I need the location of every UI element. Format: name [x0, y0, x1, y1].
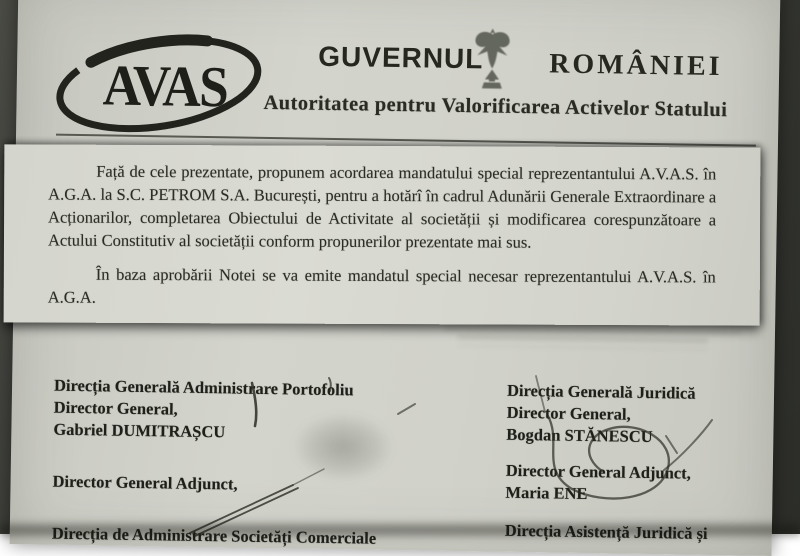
signature-line: Direcția Generală Administrare Portofoliu	[53, 375, 354, 400]
signature-line: Direcția Generală Juridică	[506, 380, 696, 403]
signature-line: Bogdan STĂNESCU	[506, 424, 653, 447]
signature-line: Director General Adjunct,	[505, 460, 691, 483]
note-snippet	[4, 144, 761, 325]
signature-line: Gabriel DUMITRAȘCU	[53, 419, 226, 442]
note-paragraph-1: Față de cele prezentate, propunem acordarea mandatului special reprezentantului A.V.A.S. în A.G.A. la S.C. PETROM S.A. București, pentru a hotărî în cadrul Adunării Generale Extraordinare a Acționarilor, completarea Obiectului de Activitate al societății și modificarea corespunzătoare a Actului Constitutiv al societății conform propunerilor prezentate mai sus.	[47, 161, 717, 252]
signature-block	[52, 471, 472, 500]
signature-line: Direcția de Administrare Societăți Comerciale	[51, 523, 377, 548]
avas-logo-text: AVAS	[102, 52, 228, 120]
signature-line: Director General,	[506, 402, 631, 424]
signature-line: Direcția Asistență Juridică și	[504, 520, 708, 543]
note-paragraph-2: În baza aprobării Notei se va emite mandatul special necesar reprezentantului A.V.A.S. în A.G.A.	[47, 264, 716, 307]
ghost-text-smudge	[458, 335, 708, 350]
signature-line: Director General,	[53, 397, 178, 419]
signature-block	[505, 460, 766, 508]
signature-line: Maria ENE	[505, 482, 588, 504]
signature-block	[53, 375, 474, 448]
signature-column-right	[505, 380, 768, 546]
photo-bottom-shadow	[0, 524, 800, 536]
signature-line: Director General Adjunct,	[52, 471, 238, 494]
avas-logo	[50, 17, 282, 153]
signature-block	[506, 380, 767, 450]
authority-subtitle: Autoritatea pentru Valorificarea Activelor Statului	[263, 91, 728, 122]
ink-smudge	[293, 412, 394, 482]
government-title-left: GUVERNUL	[318, 40, 484, 75]
government-title-right: ROMÂNIEI	[548, 48, 723, 83]
romanian-coat-of-arms-icon	[472, 27, 513, 90]
